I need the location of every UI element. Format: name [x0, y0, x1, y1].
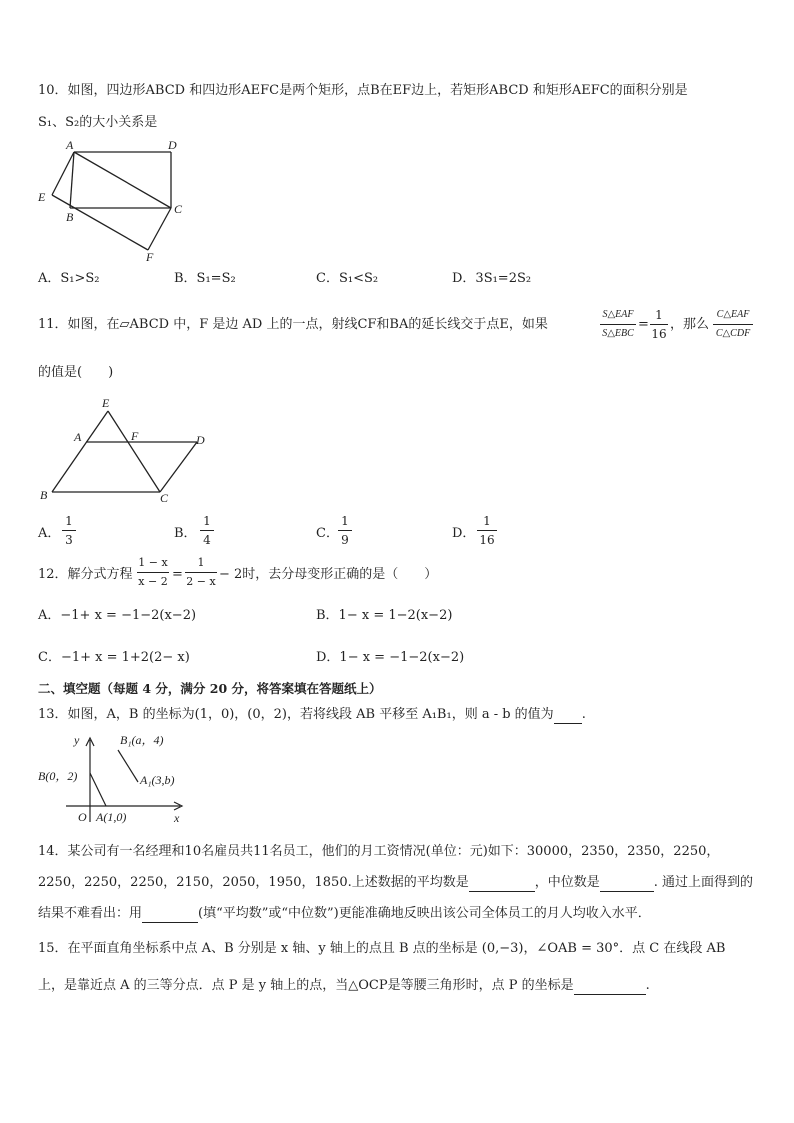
- q11-fraction-area-den: S△EBC: [602, 328, 634, 339]
- q14-choice-blank[interactable]: [142, 908, 198, 923]
- q10-label-B: B: [66, 210, 74, 224]
- q14-line1: 14．某公司有一名经理和10名雇员共11名员工，他们的月工资情况(单位：元)如下：30000，2350，2350，2250，: [38, 844, 720, 859]
- q11-option-d-num: 1: [483, 514, 491, 528]
- q13-label-A1: A₁(3,b): [140, 773, 175, 787]
- q11-label-E: E: [102, 396, 110, 410]
- q14-line2-median: ，中位数是: [534, 875, 600, 890]
- q14-mean-blank[interactable]: [469, 877, 535, 892]
- q11-fraction-perimeter-num: C△EAF: [716, 309, 750, 320]
- q15-line2-text: 上，是靠近点 A 的三等分点．点 P 是 y 轴上的点，当△OCP是等腰三角形时，点 P 的坐标是: [38, 978, 574, 993]
- q11-option-d-letter: D．: [452, 526, 476, 541]
- q11-prefix: 11．如图，在▱ABCD 中，F 是边 AD 上的一点，射线CF和BA的延长线交于点E，如果: [38, 317, 548, 332]
- q12-option-d[interactable]: D．1− x = −1−2(x−2): [316, 650, 465, 665]
- q13-origin-label: O: [78, 810, 87, 824]
- q13-y-axis-label: y: [74, 733, 80, 747]
- q12-option-c[interactable]: C．−1+ x = 1+2(2− x): [38, 650, 190, 665]
- q13-end: .: [581, 707, 586, 722]
- q11-option-b-den: 4: [203, 533, 211, 547]
- q10-label-E: E: [38, 190, 46, 204]
- q10-option-d[interactable]: D．3S₁=2S₂: [452, 271, 532, 286]
- q10-option-a[interactable]: A．S₁>S₂: [38, 271, 100, 286]
- section-heading: 二、填空题（每题 4 分，满分 20 分，将答案填在答题纸上）: [38, 681, 382, 696]
- q10-label-C: C: [174, 202, 183, 216]
- q15-answer-blank[interactable]: [574, 980, 646, 995]
- q14-median-blank[interactable]: [600, 877, 654, 892]
- q14-line3-end: (填“平均数”或“中位数”)更能准确地反映出该公司全体员工的月人均收入水平．: [198, 906, 651, 921]
- q15-line2: [38, 977, 650, 995]
- q13-x-axis-label: x: [174, 811, 180, 825]
- q14-line2-mean: 2250，2250，2250，2150，2050，1950，1850.上述数据的平均数是: [38, 875, 469, 890]
- q11-fraction-area-num: S△EAF: [602, 309, 634, 320]
- q12-option-b[interactable]: B．1− x = 1−2(x−2): [316, 608, 453, 623]
- q14-line2-end: . 通过上面得到的: [653, 875, 754, 890]
- q11-option-c-letter: C．: [316, 526, 339, 541]
- q15-end: .: [645, 978, 650, 993]
- q10-line1: 10．如图，四边形ABCD 和四边形AEFC是两个矩形，点B在EF边上，若矩形ABCD 和矩形AEFC的面积分别是: [38, 83, 688, 98]
- q12-equals: =: [172, 567, 183, 582]
- q11-option-c-den: 9: [341, 533, 349, 547]
- q12-fraction-right-den: 2 − x: [186, 575, 216, 588]
- q12-option-a[interactable]: A．−1+ x = −1−2(x−2): [38, 608, 197, 623]
- q11-option-b-num: 1: [203, 514, 211, 528]
- q13-label-A: A(1,0): [96, 810, 127, 824]
- q12-suffix: − 2时，去分母变形正确的是（ ）: [219, 567, 438, 582]
- q11-label-A: A: [74, 430, 82, 444]
- q10-option-b[interactable]: B．S₁=S₂: [174, 271, 236, 286]
- q11-line2: 的值是( ): [38, 365, 114, 380]
- q11-label-C: C: [160, 491, 169, 505]
- q11-label-D: D: [196, 433, 205, 447]
- q11-label-F: F: [131, 429, 139, 443]
- q14-line3: [38, 905, 651, 923]
- q12-fraction-left-den: x − 2: [138, 575, 168, 588]
- q15-line1: 15．在平面直角坐标系中点 A、B 分别是 x 轴、y 轴上的点且 B 点的坐标是 (0,−3)，∠OAB = 30°．点 C 在线段 AB: [38, 941, 726, 956]
- q11-fraction-ratio-den: 16: [651, 327, 667, 341]
- q14-line3-start: 结果不难看出：用: [38, 906, 143, 921]
- q11-option-d-den: 16: [479, 533, 495, 547]
- q11-fraction-perimeter-den: C△CDF: [715, 328, 751, 339]
- q11-option-a-num: 1: [65, 514, 73, 528]
- q11-mid: ，那么: [670, 317, 710, 332]
- q10-label-D: D: [168, 138, 177, 152]
- q14-line2: [38, 874, 753, 892]
- q11-option-c-num: 1: [341, 514, 349, 528]
- q10-label-A: A: [66, 138, 74, 152]
- q10-line2: S₁、S₂的大小关系是: [38, 115, 158, 130]
- q13-label-B1: B₁(a，4): [120, 733, 164, 747]
- q11-option-a-letter: A．: [38, 526, 61, 541]
- q13-stem: 13．如图，A，B 的坐标为(1，0)，(0，2)，若将线段 AB 平移至 A₁B₁，则 a - b 的值为: [38, 707, 554, 722]
- q12-fraction-left-num: 1 − x: [138, 556, 168, 569]
- q10-option-c[interactable]: C．S₁<S₂: [316, 271, 379, 286]
- q12-prefix: 12．解分式方程: [38, 567, 133, 582]
- q12-fraction-right-num: 1: [197, 556, 205, 569]
- q11-fraction-ratio-num: 1: [655, 308, 663, 322]
- q10-label-F: F: [146, 250, 154, 264]
- q11-label-B: B: [40, 488, 48, 502]
- q13-label-B: B(0，2): [38, 769, 78, 783]
- q11-equals: =: [638, 317, 649, 332]
- q11-option-a-den: 3: [65, 533, 73, 547]
- q11-option-b-letter: B．: [174, 526, 197, 541]
